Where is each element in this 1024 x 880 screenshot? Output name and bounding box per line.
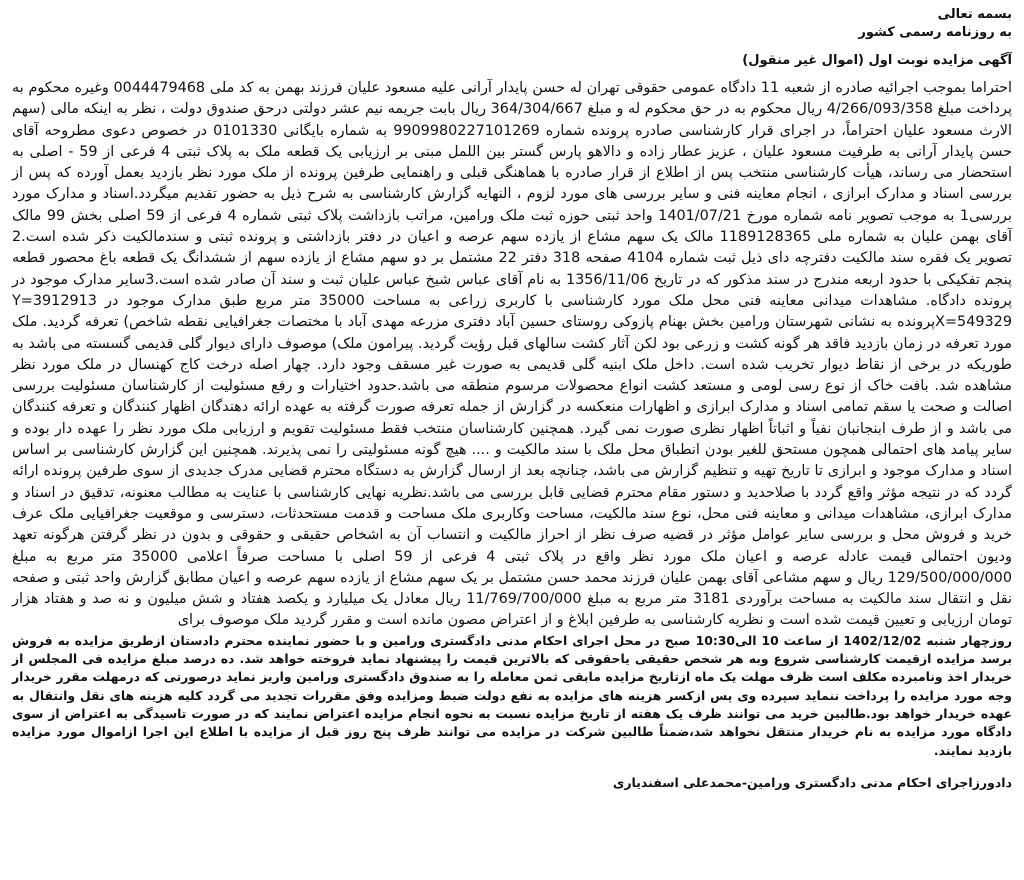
notice-body-auction-terms: روزچهار شنبه 1402/12/02 از ساعت 10 الی10:30 صبح در محل اجرای احکام مدنی دادگستری ورامین و با حضور نماینده محترم دادستان ازطریق مزایده به فروش برسد مزایده ازقیمت کارشناسی شروع وبه هر شخص حقیقی یاحقوقی که بالاترین قیمت را پیشنهاد نماید فروخته خواهد شد. ده درصد مبلغ مزایده فی المجلس از خریدار اخذ ونامبرده مکلف است ظرف مهلت یک ماه ازتاریخ مزایده مابقی ثمن معامله را به صندوق دادگستری ورامین واریز نماید درصورتی که درمهلت مقرر خریدار وجه مورد مزایده را پرداخت ننماید سپرده وی پس ازکسر هزینه های مزایده به نفع دولت ضبط ومزایده وفق مقررات تجدید می گردد کلیه هزینه های نقل وانتقال به عهده خریدار خواهد بود.طالبین خرید می توانند ظرف یک هفته از تاریخ مزایده نسبت به نحوه انجام مزایده اعتراض نمایند که در صورت تاسیدگی به اعتراض از سوی دادگاه مورد مزایده به نام خریدار منتقل نخواهد شد،ضمناً طالبین شرکت در مزایده می توانند ظرف پنج روز قبل از مزایده با اطلاع این اجرا ازاموال مورد مزایده بازدید نمایند. xyxy=(12,632,1012,758)
signature-line: دادورزاجرای احکام مدنی دادگستری ورامین-محمدعلی اسفندیاری xyxy=(612,774,1012,790)
notice-body-main: احتراما بموجب اجرائیه صادره از شعبه 11 دادگاه عمومی حقوقی تهران له حسن پایدار آرانی علیه مسعود علیان فرزند بهمن به کد ملی 0044479468 وغیره محکوم به پرداخت مبلغ 4/266/093/358 ریال محکوم به در حق محکوم له و مبلغ 364/304/667 ریال بابت جریمه نیم عشر دولتی درحق صندوق دولت ، نظر به اینکه مالی (سهم الارث مسعود علیان احتراماً، در اجرای قرار کارشناسی صادره پرونده شماره 9909980227101269 به شماره بایگانی 0101330 در خصوص دعوی مطروحه آقای حسن پایدار آرانی به طرفیت مسعود علیان ، عزیز عطار زاده و دالاهو پارس گستر بین اللمل مبنی بر ارزیابی یک قطعه ملک به پلاک ثبتی 4 فرعی از 59 - اصلی به استحضار می رساند، هیأت کارشناسی منتخب پس از اطلاع از قرار صادره با هماهنگی قبلی و راهنمایی طرفین پرونده از ملک مورد نظر بازدید بعمل آورده که پس از بررسی اسناد و مدارک ابرازی ، انجام معاینه فنی و سایر بررسی های مورد لزوم ، النهایه گزارش کارشناسی به شرح ذیل به حضور تقدیم میگردد.اسناد و مدارک مورد بررسی1 به موجب تصویر نامه شماره مورخ 1401/07/21 واحد ثبتی حوزه ثبت ملک ورامین، مراتب بازداشت پلاک ثبتی شماره 4 فرعی از 59 اصلی بخش 99 مالک آقای بهمن علیان به شماره ملی 1189128365 مالک یک سهم مشاع از یازده سهم عرصه و اعیان در دفتر بازداشتی و پرونده ثبتی و سندمالکیت ذکر شده است.2 تصویر یک فقره سند مالکیت دفترچه دای ذیل ثبت شماره 4104 صفحه 318 دفتر 22 مشتمل بر دو سهم مشاع از یازده سهم از ششدانگ یک قطعه باغ محصور قطعه پنجم تفکیکی با حدود اربعه مندرج در سند مذکور که در تاریخ 1356/11/06 به نام آقای عباس شیخ عباس علیان ثبت و سند آن صادر شده است.3سایر مدارک موجود در پرونده دادگاه. مشاهدات میدانی معاینه فنی محل ملک مورد کارشناسی با کاربری زراعی به مساحت 35000 متر مربع طبق مدارک موجود در Y=3912913 X=549329پرونده به نشانی شهرستان ورامین بخش بهنام پازوکی روستای حسین آباد دفتری مزرعه مهدی آباد با مختصات جغرافیایی نقطه شاخص) تعرفه گردید. ملک مورد تعرفه در زمان بازدید فاقد هر گونه کشت و زرعی بود لکن آثار کشت سالهای قبل رؤیت گردید. پیرامون ملک) موصوف دارای دیوار گلی قدیمی گسسته می باشد به طوریکه در برخی از نقاط دیوار تخریب شده است. داخل ملک ابنیه گلی قدیمی به صورت غیر مسقف وجود دارد. چهار اصله درخت کاج کهنسال در ملک مورد نظر مشاهده شد. بافت خاک از نوع رسی لومی و مستعد کشت انواع محصولات مرسوم منطقه می باشد.حدود اختیارات و رفع مسئولیت از کارشناسان مسئولیت بررسی اصالت و صحت یا سقم تمامی اسناد و مدارک ابرازی و اظهارات منعکسه در گزارش از جمله تعرفه صورت گرفته به عهده ارائه دهندگان اظهار کنندگان و تعرفه کنندگان می باشد و از طرف ابنجانبان نفیاً و اثباتاً اظهار نظری صورت نمی گیرد. همچنین کارشناسان منتخب فقط مسئولیت تقویم و ارزیابی ملک مورد نظر را عهده دار بوده و سایر پیامد های احتمالی همچون مستحق للغیر بودن انطباق محل ملک با سند مالکیت و .... هیچ گونه مسئولیتی را نمی پذیرند. همچنین این گزارش کارشناسی بر اساس اسناد و مدارک موجود و ابرازی تا تاریخ تهیه و تنظیم گزارش می باشد، چنانچه بعد از ارسال گزارش به دستگاه محترم قضایی مدرک جدیدی از سوی طرفین پرونده ارائه گردد که در نتیجه مؤثر واقع گردد با صلاحدید و دستور مقام محترم قضایی قابل بررسی می باشد.نظریه نهایی کارشناسی با عنایت به مطالب معنونه، تدقیق در اسناد و مدارک ابرازی، مشاهدات میدانی و معاینه فنی محل، نوع سند مالکیت، مساحت وکاربری ملک مساحت و قدمت مستحدثات، دسترسی و موقعیت جغرافیایی ملک عرف خرید و فروش محل و بررسی سایر عوامل مؤثر در قضیه صرف نظر از احراز مالکیت و انتساب آن به اشخاص حقیقی و حقوقی و بدون در نظر گرفتن هرگونه تعهد ودیون احتمالی قیمت عادله عرصه و اعیان ملک مورد نظر واقع در پلاک ثبتی 4 فرعی از 59 اصلی با مساحت صرفاً اعلامی 35000 متر مربع به مبلغ 129/500/000/000 ریال و سهم مشاعی آقای بهمن علیان فرزند محمد حسن مشتمل بر یک سهم مشاع از یازده سهم عرصه و اعیان مطابق گزارش واحد ثبتی و صفحه نقل و انتقال سند مالکیت به مساحت برآوردی 3181 متر مربع به مبلغ 11/769/700/000 ریال معادل یک میلیارد و یکصد هفتاد و شش میلیون و نه صد و هفتاد هزار تومان ارزیابی و تعیین قیمت شده است و نظریه کارشناسی به طرفین ابلاغ و از اعتراض مصون مانده است و مقرر گردید ملک موصوف برای xyxy=(12,80,1013,629)
notice-title: آگهی مزایده نوبت اول (اموال غیر منقول) xyxy=(742,53,1012,68)
basmala-heading: بسمه تعالی xyxy=(937,7,1012,22)
header-spacer xyxy=(12,42,1012,48)
publication-line: به روزنامه رسمی کشور xyxy=(858,25,1012,40)
